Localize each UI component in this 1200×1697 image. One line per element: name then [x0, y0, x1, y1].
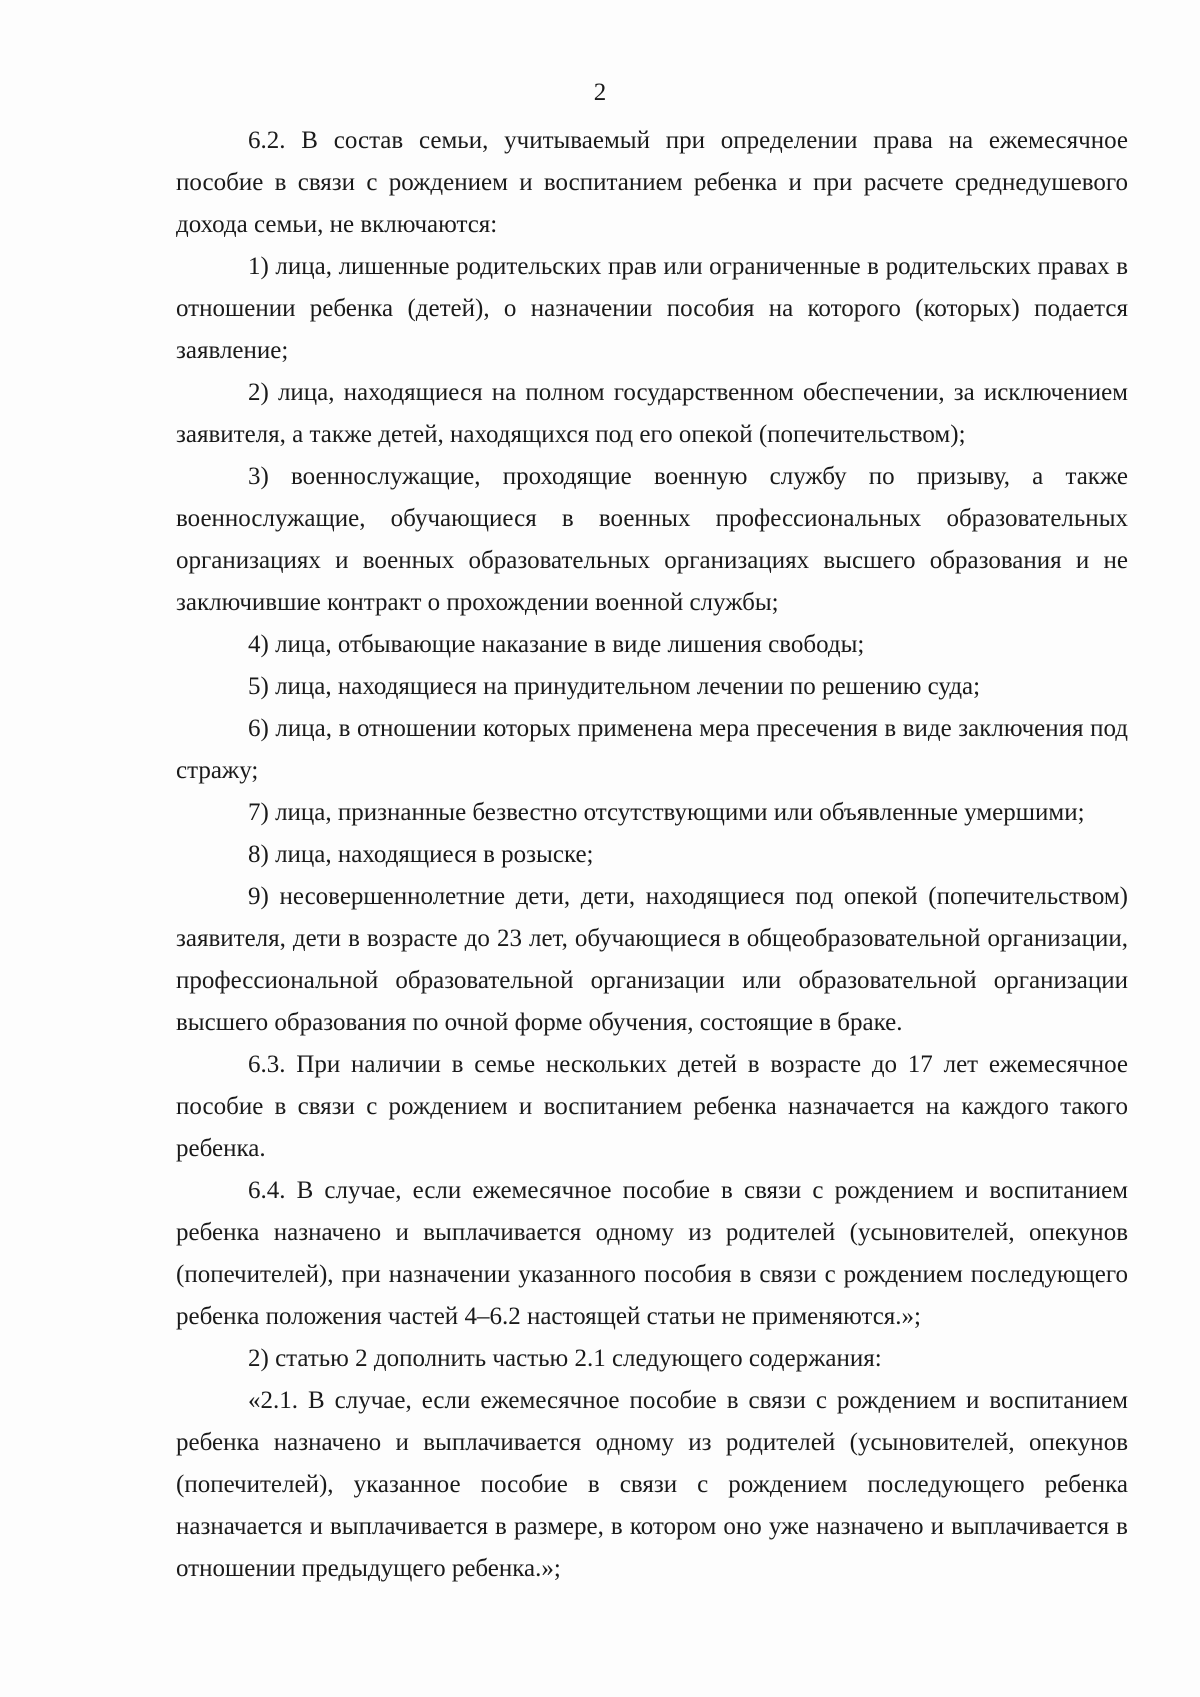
paragraph-2-1: «2.1. В случае, если ежемесячное пособие в связи с рождением и воспитанием ребенка назначено и выплачивается одному из родителей (усыновителей, опекунов (попечителей), указанное пособие в связи с рождением последующего ребенка назначается и выплачивается в размере, в котором оно уже назначено и выплачивается в отношении предыдущего ребенка.»; [176, 1387, 1128, 1582]
paragraph-6-3: 6.3. При наличии в семье нескольких детей в возрасте до 17 лет ежемесячное пособие в связи с рождением и воспитанием ребенка назначается на каждого такого ребенка. [176, 1051, 1128, 1162]
paragraph-item-4: 4) лица, отбывающие наказание в виде лишения свободы; [248, 631, 865, 658]
paragraph-item-7: 7) лица, признанные безвестно отсутствующими или объявленные умершими; [248, 799, 1085, 826]
paragraph-item-2: 2) лица, находящиеся на полном государственном обеспечении, за исключением заявителя, а также детей, находящихся под его опекой (попечительством); [176, 379, 1128, 448]
paragraph-item-3: 3) военнослужащие, проходящие военную службу по призыву, а также военнослужащие, обучающиеся в военных профессиональных образовательных организациях и военных образовательных организациях высшего образования и не заключившие контракт о прохождении военной службы; [176, 463, 1128, 616]
paragraph-6-4: 6.4. В случае, если ежемесячное пособие в связи с рождением и воспитанием ребенка назначено и выплачивается одному из родителей (усыновителей, опекунов (попечителей), при назначении указанного пособия в связи с рождением последующего ребенка положения частей 4–6.2 настоящей статьи не применяются.»; [176, 1177, 1128, 1330]
paragraph-item-6: 6) лица, в отношении которых применена мера пресечения в виде заключения под стражу; [176, 715, 1128, 784]
paragraph-6-2: 6.2. В состав семьи, учитываемый при определении права на ежемесячное пособие в связи с рождением и воспитанием ребенка и при расчете среднедушевого дохода семьи, не включаются: [176, 127, 1128, 238]
paragraph-amend-article-2: 2) статью 2 дополнить частью 2.1 следующего содержания: [248, 1345, 882, 1372]
page-number: 2 [593, 79, 607, 106]
paragraph-item-1: 1) лица, лишенные родительских прав или ограниченные в родительских правах в отношении ребенка (детей), о назначении пособия на которого (которых) подается заявление; [176, 253, 1128, 364]
paragraph-item-9: 9) несовершеннолетние дети, дети, находящиеся под опекой (попечительством) заявителя, дети в возрасте до 23 лет, обучающиеся в общеобразовательной организации, профессиональной образовательной организации или образовательной организации высшего образования по очной форме обучения, состоящие в браке. [176, 883, 1128, 1036]
paragraph-item-8: 8) лица, находящиеся в розыске; [248, 841, 594, 868]
document-body [176, 120, 1128, 1590]
paragraph-item-5: 5) лица, находящиеся на принудительном лечении по решению суда; [248, 673, 981, 700]
